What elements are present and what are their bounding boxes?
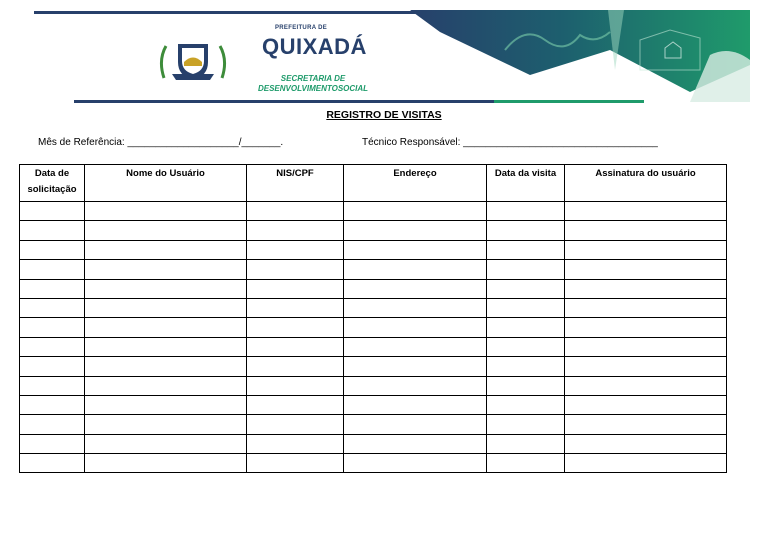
table-row [20, 415, 727, 434]
table-cell[interactable] [247, 415, 344, 434]
table-cell[interactable] [247, 202, 344, 221]
table-cell[interactable] [565, 240, 727, 259]
table-cell[interactable] [85, 318, 247, 337]
table-cell[interactable] [85, 376, 247, 395]
secretaria-label [238, 74, 388, 94]
table-cell[interactable] [20, 337, 85, 356]
table-cell[interactable] [20, 202, 85, 221]
document-title: REGISTRO DE VISITAS [326, 109, 442, 121]
table-cell[interactable] [20, 395, 85, 414]
header-endereco: Endereço [344, 165, 487, 202]
table-row [20, 357, 727, 376]
table-cell[interactable] [247, 318, 344, 337]
table-cell[interactable] [20, 279, 85, 298]
header-bottom-line-accent [494, 100, 644, 103]
table-cell[interactable] [20, 357, 85, 376]
table-cell[interactable] [565, 454, 727, 473]
header-bottom-line [74, 100, 494, 103]
table-cell[interactable] [85, 221, 247, 240]
table-cell[interactable] [85, 202, 247, 221]
table-cell[interactable] [247, 260, 344, 279]
table-cell[interactable] [344, 221, 487, 240]
table-cell[interactable] [20, 454, 85, 473]
table-cell[interactable] [20, 318, 85, 337]
table-cell[interactable] [247, 240, 344, 259]
table-cell[interactable] [20, 240, 85, 259]
table-row [20, 454, 727, 473]
table-cell[interactable] [344, 434, 487, 453]
table-cell[interactable] [344, 415, 487, 434]
table-cell[interactable] [247, 298, 344, 317]
table-cell[interactable] [344, 298, 487, 317]
table-row [20, 337, 727, 356]
table-cell[interactable] [20, 376, 85, 395]
table-row [20, 260, 727, 279]
table-cell[interactable] [85, 357, 247, 376]
table-cell[interactable] [565, 434, 727, 453]
table-cell[interactable] [344, 279, 487, 298]
table-row [20, 240, 727, 259]
table-cell[interactable] [487, 357, 565, 376]
header-top-line [34, 11, 434, 14]
table-cell[interactable] [565, 260, 727, 279]
visits-table [19, 164, 727, 473]
table-cell[interactable] [344, 357, 487, 376]
table-cell[interactable] [565, 298, 727, 317]
table-cell[interactable] [85, 454, 247, 473]
table-cell[interactable] [85, 298, 247, 317]
table-cell[interactable] [565, 376, 727, 395]
table-cell[interactable] [565, 357, 727, 376]
table-cell[interactable] [487, 454, 565, 473]
header-nome-usuario: Nome do Usuário [85, 165, 247, 202]
header-decoration [410, 10, 750, 102]
header-assinatura: Assinatura do usuário [565, 165, 727, 202]
table-row [20, 279, 727, 298]
header-data-visita: Data da visita [487, 165, 565, 202]
table-cell[interactable] [247, 454, 344, 473]
table-cell[interactable] [247, 279, 344, 298]
table-cell[interactable] [20, 415, 85, 434]
city-name: QUIXADÁ [262, 34, 367, 59]
table-cell[interactable] [344, 240, 487, 259]
table-header-row [20, 165, 727, 202]
table-cell[interactable] [565, 202, 727, 221]
table-cell[interactable] [565, 395, 727, 414]
table-cell[interactable] [487, 240, 565, 259]
table-row [20, 221, 727, 240]
table-cell[interactable] [20, 434, 85, 453]
table-cell[interactable] [85, 260, 247, 279]
table-cell[interactable] [487, 279, 565, 298]
table-cell[interactable] [344, 454, 487, 473]
table-cell[interactable] [85, 279, 247, 298]
table-cell[interactable] [487, 318, 565, 337]
table-cell[interactable] [20, 260, 85, 279]
mes-referencia-field: Mês de Referência: ____________________/_______. [38, 137, 284, 148]
table-cell[interactable] [565, 279, 727, 298]
table-cell[interactable] [487, 202, 565, 221]
table-row [20, 395, 727, 414]
secretaria-line-2: DESENVOLVIMENTOSOCIAL [257, 84, 369, 93]
table-cell[interactable] [344, 260, 487, 279]
table-cell[interactable] [247, 357, 344, 376]
tecnico-responsavel-field: Técnico Responsável: ___________________________________ [362, 137, 658, 148]
table-cell[interactable] [487, 221, 565, 240]
table-cell[interactable] [247, 337, 344, 356]
table-cell[interactable] [344, 376, 487, 395]
table-cell[interactable] [247, 221, 344, 240]
table-cell[interactable] [565, 318, 727, 337]
table-cell[interactable] [344, 202, 487, 221]
table-cell[interactable] [565, 337, 727, 356]
table-row [20, 376, 727, 395]
table-row [20, 318, 727, 337]
table-cell[interactable] [85, 434, 247, 453]
table-cell[interactable] [247, 376, 344, 395]
city-crest-logo [158, 40, 228, 82]
table-cell[interactable] [487, 337, 565, 356]
table-cell[interactable] [565, 415, 727, 434]
table-cell[interactable] [85, 337, 247, 356]
table-cell[interactable] [85, 395, 247, 414]
table-cell[interactable] [20, 221, 85, 240]
header-nis-cpf: NIS/CPF [247, 165, 344, 202]
table-row [20, 298, 727, 317]
prefeitura-label: PREFEITURA DE [275, 25, 328, 31]
table-cell[interactable] [487, 260, 565, 279]
table-cell[interactable] [20, 298, 85, 317]
table-cell[interactable] [344, 318, 487, 337]
secretaria-line-1: SECRETARIA DE [280, 74, 346, 83]
table-cell[interactable] [487, 376, 565, 395]
table-cell[interactable] [85, 240, 247, 259]
table-cell[interactable] [85, 415, 247, 434]
table-cell[interactable] [487, 395, 565, 414]
table-cell[interactable] [344, 337, 487, 356]
table-cell[interactable] [247, 434, 344, 453]
table-row [20, 434, 727, 453]
table-cell[interactable] [565, 221, 727, 240]
table-row [20, 202, 727, 221]
header-data-solicitacao: Data de solicitação [20, 165, 85, 202]
table-cell[interactable] [487, 298, 565, 317]
table-cell[interactable] [247, 395, 344, 414]
table-cell[interactable] [344, 395, 487, 414]
table-cell[interactable] [487, 415, 565, 434]
table-cell[interactable] [487, 434, 565, 453]
